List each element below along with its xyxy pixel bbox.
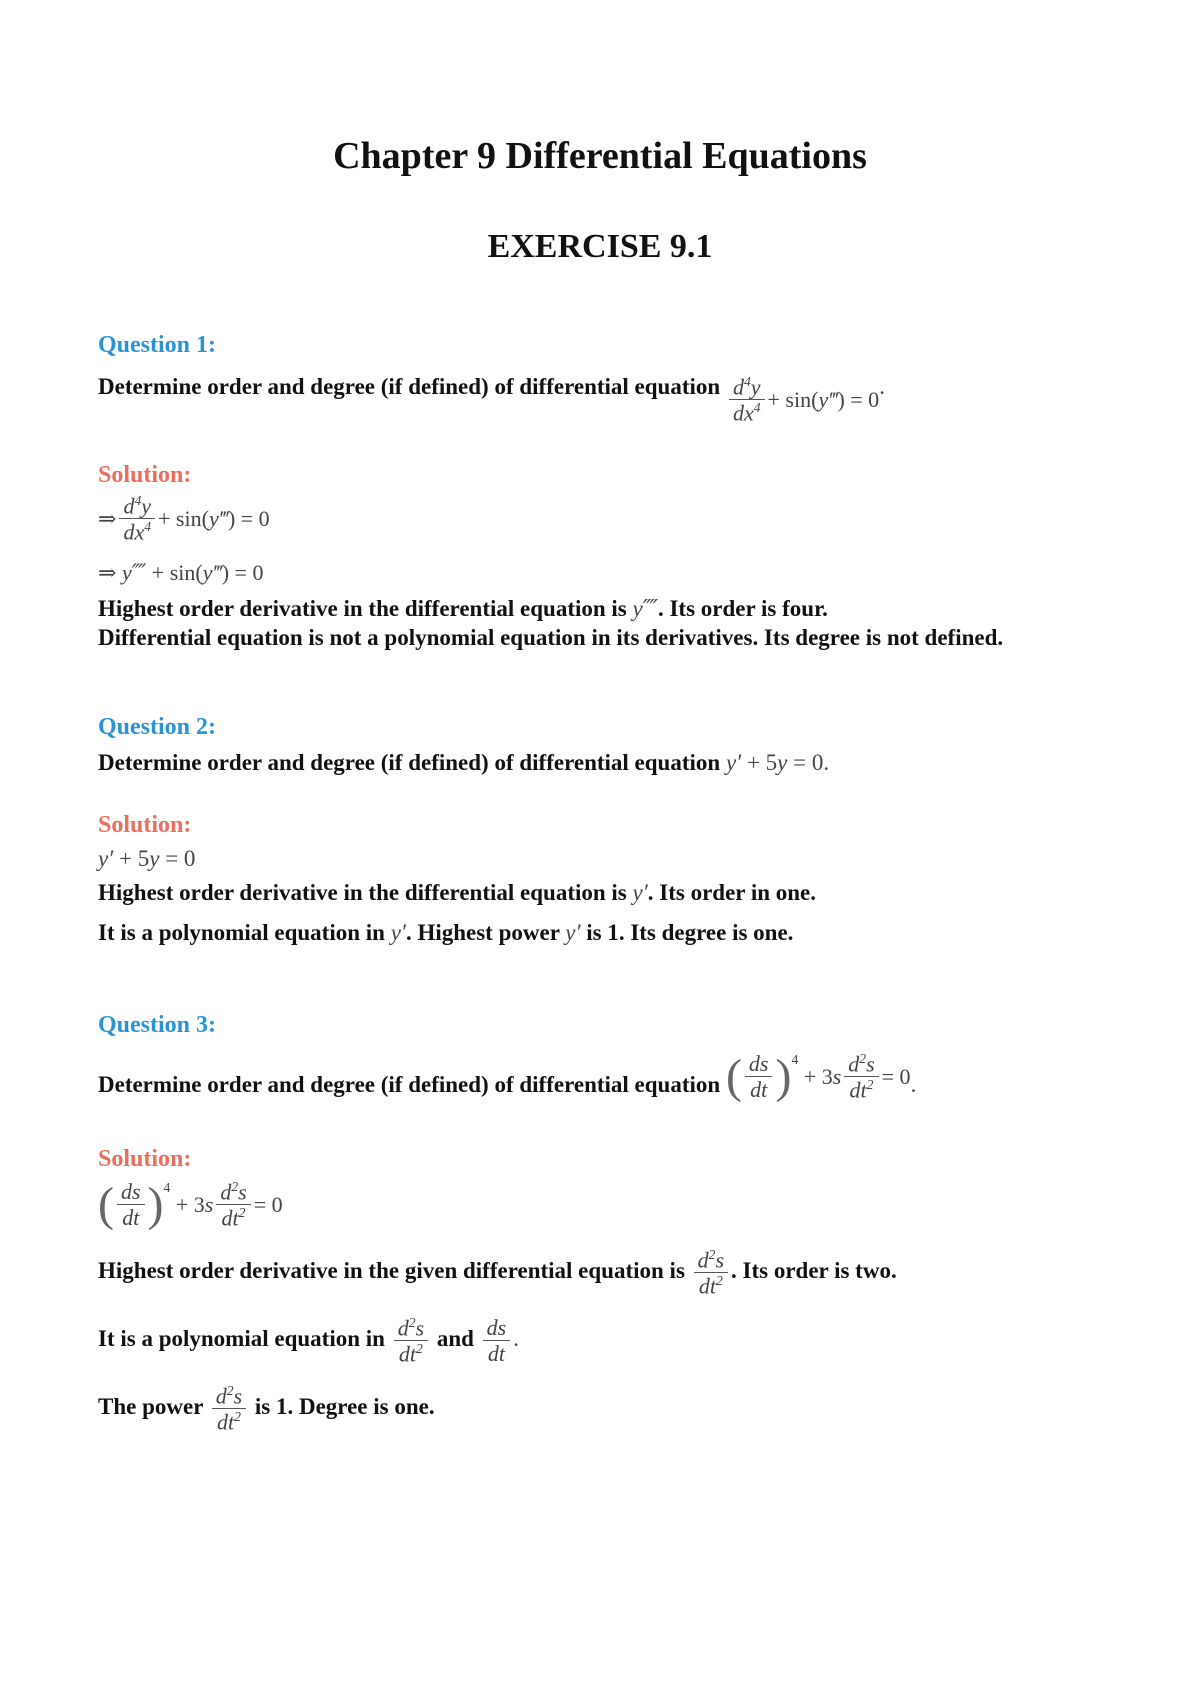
- question-2-solution-line-2: It is a polynomial equation in y′. Highest power y′ is 1. Its degree is one.: [98, 920, 794, 945]
- page-title: Chapter 9 Differential Equations: [333, 135, 867, 177]
- question-3-line-2a: It is a polynomial equation in: [98, 1326, 385, 1352]
- question-3-line-3b: is 1. Degree is one.: [254, 1394, 435, 1420]
- question-1-equation: $\frac{d^4y}{dx^4}$ + sin( y‴ ) = 0: [726, 375, 879, 425]
- question-3-solution-line-2: It is a polynomial equation in $\frac{d^2s}{dt^2}$ and $\frac{ds}{dt}$ .: [98, 1315, 519, 1367]
- question-3-line-1-text: Highest order derivative in the given differential equation is: [98, 1258, 685, 1284]
- question-3-solution-line-3: The power $\frac{d^2s}{dt^2}$ is 1. Degree is one.: [98, 1383, 435, 1435]
- question-3-line-2b: and: [436, 1326, 474, 1352]
- question-1-solution-step-2: ⇒ y⁗ + sin( y‴ ) = 0: [98, 560, 264, 585]
- question-3-prompt: Determine order and degree (if defined) of differential equation ( $\frac{ds}{dt}$ ) $^4$ + 3 s $\frac{d^2s}{dt^2}$ = 0 .: [98, 1049, 917, 1103]
- question-1-solution-line-1: Highest order derivative in the differential equation is y⁗. Its order is four.: [98, 596, 828, 621]
- question-1-solution-line-2: Differential equation is not a polynomial equation in its derivatives. Its degree is not defined.: [98, 625, 1004, 650]
- question-3-heading: Question 3:: [98, 1012, 217, 1038]
- question-3-prompt-text: Determine order and degree (if defined) of differential equation: [98, 1071, 721, 1097]
- question-1-solution-step-1: ⇒ $\frac{d^4y}{dx^4}$ + sin( y‴ ) = 0: [98, 493, 270, 545]
- question-2-solution-line-1: Highest order derivative in the differential equation is y′. Its order in one.: [98, 880, 817, 905]
- question-2-line-2b: . Highest power: [405, 920, 560, 945]
- question-2-solution-heading: Solution:: [98, 812, 192, 838]
- question-2-prompt-text: Determine order and degree (if defined) of differential equation: [98, 750, 721, 775]
- question-2-line-1-text: Highest order derivative in the differential equation is: [98, 880, 627, 905]
- question-2-heading: Question 2:: [98, 714, 217, 740]
- question-1-prompt-text: Determine order and degree (if defined) of differential equation: [98, 374, 721, 399]
- question-3-equation: ( $\frac{ds}{dt}$ ) $^4$ + 3 s $\frac{d^2s}{dt^2}$ = 0: [725, 1049, 911, 1103]
- exercise-heading: EXERCISE 9.1: [487, 228, 713, 265]
- question-1-heading: Question 1:: [98, 332, 217, 358]
- question-2-line-2a: It is a polynomial equation in: [98, 920, 385, 945]
- question-1-solution-heading: Solution:: [98, 462, 192, 488]
- question-1-line-1-text: Highest order derivative in the differential equation is: [98, 596, 627, 621]
- question-2-prompt: Determine order and degree (if defined) of differential equation y′ + 5y = 0.: [98, 750, 830, 775]
- question-3-solution-line-1: Highest order derivative in the given differential equation is $\frac{d^2s}{dt^2}$ . Its order is two.: [98, 1247, 897, 1299]
- question-2-line-2c: is 1. Its degree is one.: [586, 920, 794, 945]
- question-1-prompt: Determine order and degree (if defined) of differential equation $\frac{d^4y}{dx^4}$ + sin( y‴ ) = 0 .: [98, 373, 885, 426]
- question-2-line-1-end: . Its order in one.: [647, 880, 817, 905]
- question-1-line-1-end: . Its order is four.: [657, 596, 828, 621]
- question-3-line-3a: The power: [98, 1394, 203, 1420]
- question-2-solution-equation: y′ + 5y = 0: [98, 846, 196, 871]
- question-3-solution-heading: Solution:: [98, 1146, 192, 1172]
- question-3-line-1-end: . Its order is two.: [731, 1258, 897, 1284]
- question-3-solution-equation: ( $\frac{ds}{dt}$ ) $^4$ + 3 s $\frac{d^2s}{dt^2}$ = 0: [98, 1177, 283, 1231]
